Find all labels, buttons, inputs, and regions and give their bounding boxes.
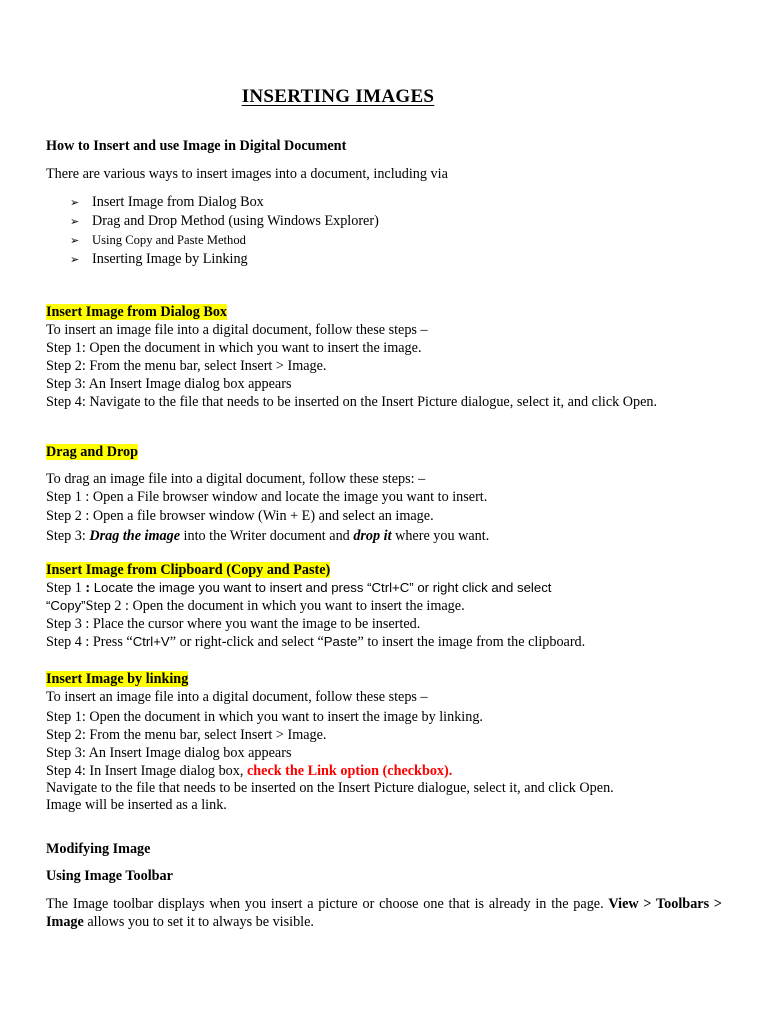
drag-section-heading: Drag and Drop (46, 444, 138, 460)
dialog-line: Step 2: From the menu bar, select Insert > Image. (46, 358, 327, 374)
clipboard-section-heading: Insert Image from Clipboard (Copy and Paste) (46, 562, 331, 578)
drag-line: To drag an image file into a digital document, follow these steps: – (46, 471, 426, 487)
dialog-line: To insert an image file into a digital document, follow these steps – (46, 322, 428, 338)
list-item: ➢ Inserting Image by Linking (70, 251, 248, 267)
linking-section-heading: Insert Image by linking (46, 671, 189, 687)
drag-line: Step 2 : Open a file browser window (Win + E) and select an image. (46, 508, 434, 524)
drag-step3: Step 3: Drag the image into the Writer document and drop it where you want. (46, 528, 490, 544)
arrow-bullet-icon: ➢ (70, 234, 80, 247)
list-item: ➢ Insert Image from Dialog Box (70, 194, 264, 210)
dialog-line: Step 4: Navigate to the file that needs to be inserted on the Insert Picture dialogue, select it, and click Open. (46, 394, 658, 410)
linking-line: Navigate to the file that needs to be inserted on the Insert Picture dialogue, select it, and click Open. (46, 780, 614, 796)
toolbar-subheading: Using Image Toolbar (46, 868, 173, 884)
clipboard-line: Step 3 : Place the cursor where you want the image to be inserted. (46, 616, 421, 632)
dialog-line: Step 3: An Insert Image dialog box appears (46, 376, 292, 392)
clipboard-line: Step 1 : Locate the image you want to insert and press “Ctrl+C” or right click and select (46, 580, 552, 596)
linking-line: Image will be inserted as a link. (46, 797, 227, 813)
dialog-section-heading: Insert Image from Dialog Box (46, 304, 228, 320)
clipboard-line: Step 4 : Press “Ctrl+V” or right-click and select “Paste” to insert the image from the clipboard. (46, 634, 586, 650)
list-item: ➢ Drag and Drop Method (using Windows Explorer) (70, 213, 379, 229)
linking-line: Step 1: Open the document in which you want to insert the image by linking. (46, 709, 483, 725)
drag-line: Step 1 : Open a File browser window and locate the image you want to insert. (46, 489, 488, 505)
linking-step4: Step 4: In Insert Image dialog box, check the Link option (checkbox). (46, 763, 453, 779)
page-title: INSERTING IMAGES (241, 86, 435, 107)
toolbar-paragraph: The Image toolbar displays when you insert a picture or choose one that is already in the page. View > Toolbars > Image allows you to set it to always be visible. (46, 896, 722, 930)
clipboard-line: “Copy”Step 2 : Open the document in which you want to insert the image. (46, 598, 465, 614)
arrow-bullet-icon: ➢ (70, 215, 80, 228)
intro-text: There are various ways to insert images into a document, including via (46, 166, 448, 182)
dialog-line: Step 1: Open the document in which you want to insert the image. (46, 340, 422, 356)
modifying-heading: Modifying Image (46, 841, 151, 857)
intro-heading: How to Insert and use Image in Digital Document (46, 138, 347, 154)
linking-line: Step 2: From the menu bar, select Insert > Image. (46, 727, 327, 743)
arrow-bullet-icon: ➢ (70, 253, 80, 266)
list-item: ➢ Using Copy and Paste Method (70, 233, 246, 247)
arrow-bullet-icon: ➢ (70, 196, 80, 209)
linking-line: Step 3: An Insert Image dialog box appears (46, 745, 292, 761)
linking-line: To insert an image file into a digital document, follow these steps – (46, 689, 428, 705)
